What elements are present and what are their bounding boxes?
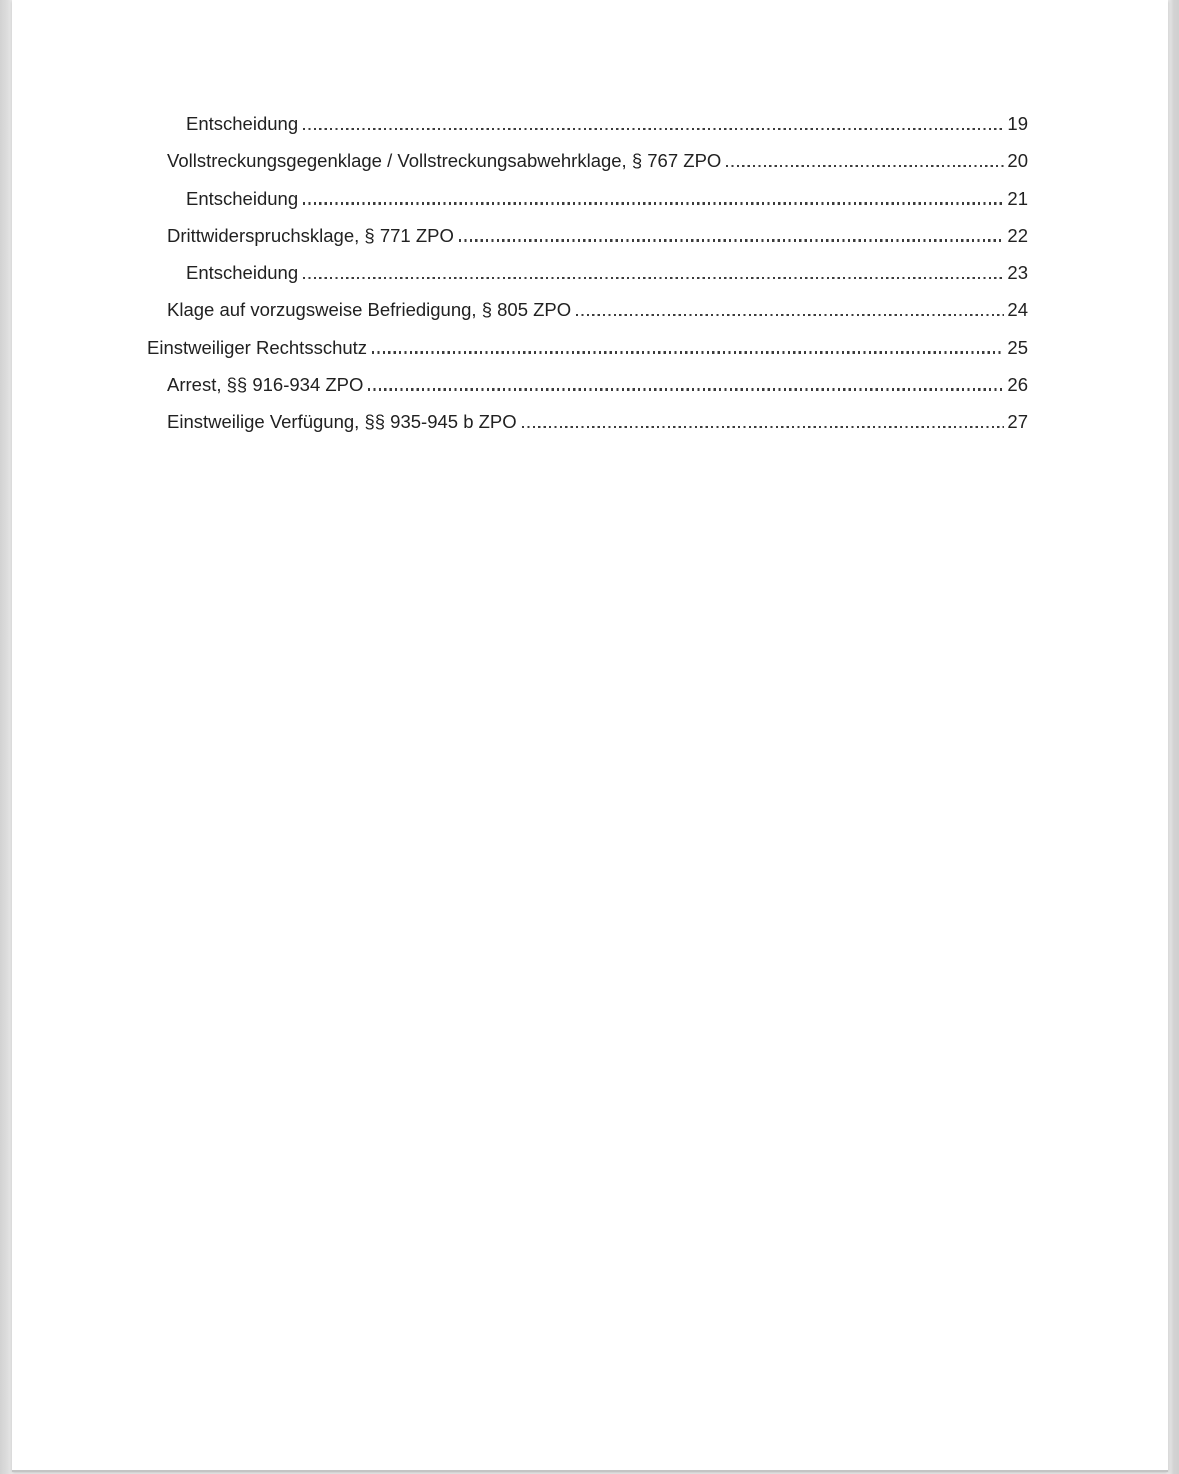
toc-entry-label: Vollstreckungsgegenklage / Vollstreckungsabwehrklage, § 767 ZPO <box>167 150 722 172</box>
dot-leader <box>303 202 1004 204</box>
toc-entry[interactable] <box>167 411 1028 448</box>
app-background-left-edge <box>0 0 12 1474</box>
toc-entry[interactable] <box>186 262 1028 299</box>
dot-leader <box>576 314 1004 316</box>
toc-entry[interactable] <box>186 113 1028 150</box>
dot-leader <box>372 351 1004 353</box>
toc-entry-page-number: 24 <box>1007 299 1028 321</box>
dot-leader <box>726 165 1004 167</box>
toc-entry[interactable] <box>167 299 1028 336</box>
toc-entry-label: Entscheidung <box>186 262 299 283</box>
toc-entry-page-number: 23 <box>1007 262 1028 283</box>
toc-entry-label: Einstweiliger Rechtsschutz <box>147 336 368 358</box>
app-background-right-edge <box>1168 0 1179 1474</box>
toc-entry-page-number: 21 <box>1007 187 1028 209</box>
dot-leader <box>459 239 1005 241</box>
toc-entry[interactable] <box>167 150 1028 187</box>
dot-leader <box>368 388 1004 390</box>
toc-entry-page-number: 20 <box>1007 150 1028 172</box>
toc-entry[interactable] <box>167 225 1028 262</box>
toc-entry-label: Drittwiderspruchsklage, § 771 ZPO <box>167 224 454 246</box>
dot-leader <box>303 277 1004 279</box>
toc-entry-label: Entscheidung <box>186 113 299 134</box>
toc-entry[interactable] <box>186 188 1028 225</box>
toc-entry-page-number: 26 <box>1007 373 1028 395</box>
toc-entry-label: Klage auf vorzugsweise Befriedigung, § 805 ZPO <box>167 299 572 321</box>
dot-leader <box>303 128 1004 130</box>
toc-entry-label: Arrest, §§ 916-934 ZPO <box>167 373 364 395</box>
toc-entry-page-number: 22 <box>1007 224 1028 246</box>
toc-entry-label: Einstweilige Verfügung, §§ 935-945 b ZPO <box>167 411 517 432</box>
table-of-contents <box>12 113 1028 448</box>
toc-entry-page-number: 25 <box>1007 336 1028 358</box>
toc-entry-label: Entscheidung <box>186 187 299 209</box>
dot-leader <box>522 426 1005 428</box>
toc-entry-page-number: 27 <box>1007 411 1028 432</box>
toc-entry-page-number: 19 <box>1007 113 1028 134</box>
toc-entry[interactable] <box>147 337 1028 374</box>
document-page <box>12 0 1168 1472</box>
toc-entry[interactable] <box>167 374 1028 411</box>
